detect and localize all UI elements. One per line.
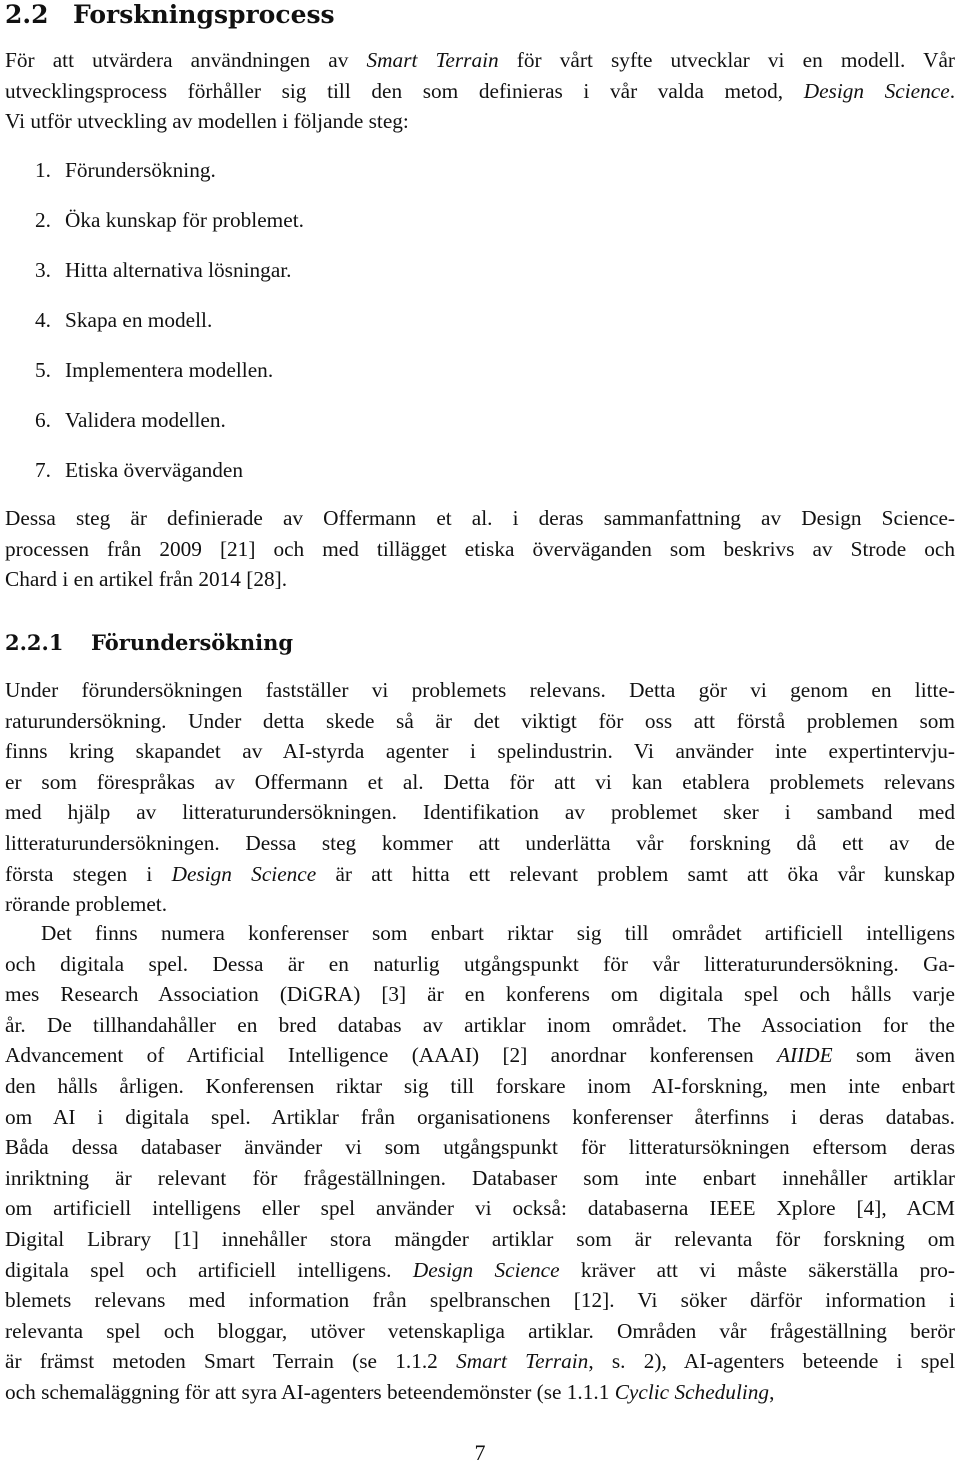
text-line [5, 1255, 955, 1286]
text-run: och schemaläggning för att syra AI-agenters beteendemönster (se 1.1.1 [5, 1379, 615, 1404]
text-run: Det finns numera konferenser som enbart riktar sig till området artificiell intelligens [41, 921, 955, 945]
text-run: , [769, 1379, 775, 1404]
text-run: litteraturundersökningen. Dessa steg kommer att underlätta vår forskning då ett av de [5, 830, 955, 855]
list-item [35, 355, 304, 405]
steps-source-paragraph [5, 503, 955, 595]
text-run: För att utvärdera användningen av [5, 48, 367, 72]
list-item-number: 5. [35, 358, 51, 382]
list-item-number: 7. [35, 458, 51, 482]
text-line [5, 45, 955, 76]
text-line [5, 1193, 955, 1224]
italic-term: Design Science [412, 1257, 560, 1282]
italic-term: Design Science [803, 78, 950, 103]
text-line: Chard i en artikel från 2014 [28]. [5, 567, 288, 592]
text-run: första stegen i [5, 861, 172, 886]
text-run: som även [832, 1043, 956, 1068]
list-item [35, 455, 304, 505]
text-line [5, 767, 955, 798]
intro-paragraph [5, 45, 955, 137]
text-line [5, 1163, 955, 1194]
italic-term: Design Science [171, 861, 317, 886]
section-title: Forskningsprocess [73, 0, 335, 29]
text-run: er som förespråkas av Offermann et al. Detta för att vi kan etablera problemets relevans [5, 769, 955, 794]
list-item-text: Förundersökning. [65, 158, 216, 182]
text-line [5, 889, 955, 920]
text-line [5, 828, 955, 859]
text-run: mes Research Association (DiGRA) [3] är en konferens om digitala spel och hålls varje [5, 982, 955, 1007]
text-line [5, 736, 955, 767]
text-run: för vårt syfte utvecklar vi en modell. Vår [498, 48, 955, 72]
text-line [5, 1377, 955, 1408]
text-run: rörande problemet. [5, 892, 168, 917]
list-item-number: 1. [35, 158, 51, 182]
text-run: Digital Library [1] innehåller stora mängder artiklar som är relevanta för forskning om [5, 1226, 955, 1251]
text-line [5, 106, 955, 137]
list-item-number: 6. [35, 408, 51, 432]
text-run: inriktning är relevant för frågeställningen. Databaser som inte enbart innehåller artiklar [5, 1165, 955, 1190]
list-item-number: 4. [35, 308, 51, 332]
list-item-text: Implementera modellen. [65, 358, 274, 382]
text-line [5, 1346, 955, 1377]
text-line [5, 1285, 955, 1316]
list-item-text: Öka kunskap för problemet. [65, 208, 304, 232]
section-heading [5, 0, 335, 30]
italic-term: Cyclic Scheduling [614, 1379, 770, 1404]
list-item-number: 2. [35, 208, 51, 232]
text-line: processen från 2009 [21] och med tillägget etiska överväganden som beskrivs av Strode och [5, 536, 955, 561]
text-run: är främst metoden Smart Terrain (se 1.1.2 [5, 1349, 457, 1374]
italic-term: Smart Terrain [456, 1349, 589, 1374]
italic-term: Smart Terrain [366, 48, 499, 72]
text-run: den hålls årligen. Konferensen riktar sig till forskare inom AI-forskning, men inte enbart [5, 1073, 955, 1098]
text-line [5, 949, 955, 980]
steps-list [35, 155, 304, 505]
list-item [35, 255, 304, 305]
preliminary-study-paragraph [5, 675, 955, 920]
list-item [35, 155, 304, 205]
text-run: . [949, 78, 956, 103]
text-run: blemets relevans med information från spelbranschen [12]. Vi söker därför information i [5, 1288, 955, 1313]
text-line [5, 979, 955, 1010]
text-line [5, 675, 955, 706]
subsection-title: Förundersökning [91, 630, 294, 655]
text-run: Vi utför utveckling av modellen i följande steg: [5, 109, 409, 134]
list-item-number: 3. [35, 258, 51, 282]
text-run: Under förundersökningen fastställer vi problemets relevans. Detta gör vi genom en litte- [5, 678, 955, 702]
italic-term: AIIDE [777, 1043, 833, 1068]
list-item-text: Validera modellen. [65, 408, 226, 432]
text-run: relevanta spel och bloggar, utöver vetenskapliga artiklar. Områden vår frågeställning berör [5, 1318, 955, 1343]
list-item-text: Etiska överväganden [65, 458, 243, 482]
page-number: 7 [474, 1440, 486, 1465]
text-line [5, 918, 955, 949]
text-line [5, 76, 955, 107]
text-run: år. De tillhandahåller en bred databas av artiklar inom området. The Association for the [5, 1012, 955, 1037]
subsection-heading [5, 628, 293, 658]
text-line [5, 1010, 955, 1041]
text-line [5, 1132, 955, 1163]
text-run: , s. 2), AI-agenters beteende i spel [588, 1349, 956, 1374]
text-line: Dessa steg är definierade av Offermann et al. i deras sammanfattning av Design Science- [5, 506, 955, 530]
text-run: utvecklingsprocess förhåller sig till den som definieras i vår valda metod, [5, 78, 804, 103]
list-item [35, 305, 304, 355]
text-line [5, 797, 955, 828]
text-run: digitala spel och artificiell intelligens. [5, 1257, 413, 1282]
text-line [5, 1224, 955, 1255]
text-run: Båda dessa databaser änvänder vi som utgångspunkt för litteratursökningen eftersom deras [5, 1135, 955, 1160]
conferences-paragraph [5, 918, 955, 1408]
list-item [35, 205, 304, 255]
text-line [5, 1071, 955, 1102]
list-item-text: Hitta alternativa lösningar. [65, 258, 292, 282]
text-run: med hjälp av litteraturundersökningen. Identifikation av problemet sker i samband med [5, 800, 955, 825]
text-line [5, 1316, 955, 1347]
text-run: finns kring skapandet av AI-styrda agenter i spelindustrin. Vi använder inte expertintervju- [5, 739, 955, 764]
subsection-number: 2.2.1 [5, 630, 64, 655]
text-line [5, 1102, 955, 1133]
text-run: Advancement of Artificial Intelligence (AAAI) [2] anordnar konferensen [5, 1043, 778, 1068]
section-number: 2.2 [5, 0, 49, 29]
list-item [35, 405, 304, 455]
text-line [5, 1040, 955, 1071]
text-run: kräver att vi måste säkerställa pro- [559, 1257, 956, 1282]
list-item-text: Skapa en modell. [65, 308, 213, 332]
text-run: om AI i digitala spel. Artiklar från organisationens konferenser återfinns i deras databas. [5, 1104, 955, 1129]
text-line [5, 706, 955, 737]
text-line [5, 859, 955, 890]
text-run: raturundersökning. Under detta skede så är det viktigt för oss att förstå problemen som [5, 708, 955, 733]
text-run: och digitala spel. Dessa är en naturlig utgångspunkt för vår litteraturundersökning. Ga- [5, 951, 955, 976]
text-run: om artificiell intelligens eller spel använder vi också: databaserna IEEE Xplore [4], ACM [5, 1196, 955, 1221]
text-run: är att hitta ett relevant problem samt att öka vår kunskap [316, 861, 955, 886]
